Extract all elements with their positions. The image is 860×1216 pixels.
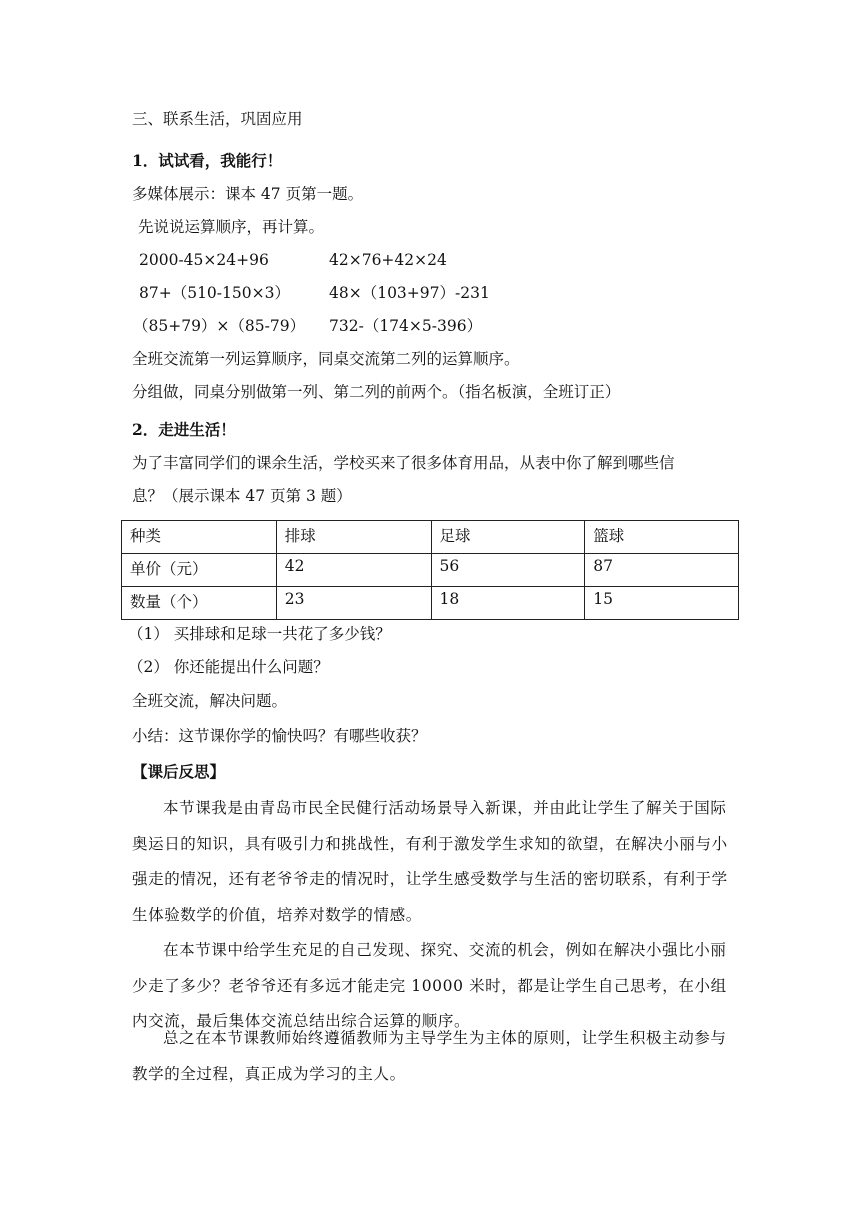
table-header-cell: 排球 bbox=[276, 521, 431, 554]
table-cell: 单价（元） bbox=[122, 554, 277, 587]
reflection-paragraph-3: 总之在本节课教师始终遵循教师为主导学生为主体的原则，让学生积极主动参与教学的全过程，真正成为学习的主人。 bbox=[132, 1029, 727, 1083]
question-2: （2） 你还能提出什么问题？ bbox=[128, 658, 329, 676]
expression-1-1: 2000-45×24+96 bbox=[139, 251, 269, 269]
question-1: （1） 买排球和足球一共花了多少钱？ bbox=[128, 625, 391, 643]
table-cell: 数量（个） bbox=[122, 587, 277, 620]
table-row bbox=[122, 554, 739, 587]
table-cell: 18 bbox=[431, 587, 585, 620]
table-row bbox=[122, 587, 739, 620]
item2-intro-line2: 息？（展示课本 47 页第 3 题） bbox=[132, 487, 352, 505]
expression-2-1: 87+（510-150×3） bbox=[139, 284, 290, 302]
table-header-cell: 足球 bbox=[431, 521, 585, 554]
reflection-paragraph-2: 在本节课中给学生充足的自己发现、探究、交流的机会，例如在解决小强比小丽少走了多少？老爷爷还有多远才能走完 10000 米时，都是让学生自己思考，在小组内交流，最后集体交流总结出综合运算的顺序。 bbox=[132, 941, 727, 1030]
expression-2-2: 48×（103+97）-231 bbox=[329, 284, 490, 302]
table-header-row bbox=[122, 521, 739, 554]
sports-equipment-table bbox=[121, 520, 739, 620]
table-cell: 23 bbox=[276, 587, 431, 620]
item1-group-line: 分组做，同桌分别做第一列、第二列的前两个。（指名板演，全班订正） bbox=[132, 383, 621, 401]
item1-exchange-line: 全班交流第一列运算顺序，同桌交流第二列的运算顺序。 bbox=[132, 350, 520, 368]
expression-1-2: 42×76+42×24 bbox=[329, 251, 447, 269]
item2-summary-line: 小结：这节课你学的愉快吗？有哪些收获？ bbox=[132, 727, 427, 745]
expression-3-1: （85+79）×（85-79） bbox=[133, 317, 306, 335]
reflection-paragraph-1: 本节课我是由青岛市民全民健行活动场景导入新课，并由此让学生了解关于国际奥运日的知识，具有吸引力和挑战性，有利于激发学生求知的欲望，在解决小丽与小强走的情况，还有老爷爷走的情况时，让学生感受数学与生活的密切联系，有利于学生体验数学的价值，培养对数学的情感。 bbox=[132, 799, 728, 924]
table-header-cell: 篮球 bbox=[585, 521, 739, 554]
reflection-heading: 【课后反思】 bbox=[132, 762, 226, 781]
table-cell: 42 bbox=[276, 554, 431, 587]
table-cell: 15 bbox=[585, 587, 739, 620]
table-header-cell: 种类 bbox=[122, 521, 277, 554]
item2-intro-line1: 为了丰富同学们的课余生活，学校买来了很多体育用品，从表中你了解到哪些信 bbox=[132, 454, 675, 472]
item2-exchange-line: 全班交流，解决问题。 bbox=[132, 692, 288, 710]
item1-media-line: 多媒体展示：课本 47 页第一题。 bbox=[132, 185, 364, 203]
section-title: 三、联系生活，巩固应用 bbox=[132, 110, 303, 128]
expression-3-2: 732-（174×5-396） bbox=[329, 317, 483, 335]
table-cell: 87 bbox=[585, 554, 739, 587]
item2-heading: 2．走进生活！ bbox=[132, 420, 236, 439]
table-cell: 56 bbox=[431, 554, 585, 587]
item1-instruction: 先说说运算顺序，再计算。 bbox=[138, 218, 325, 236]
item1-heading: 1．试试看，我能行！ bbox=[132, 151, 283, 170]
